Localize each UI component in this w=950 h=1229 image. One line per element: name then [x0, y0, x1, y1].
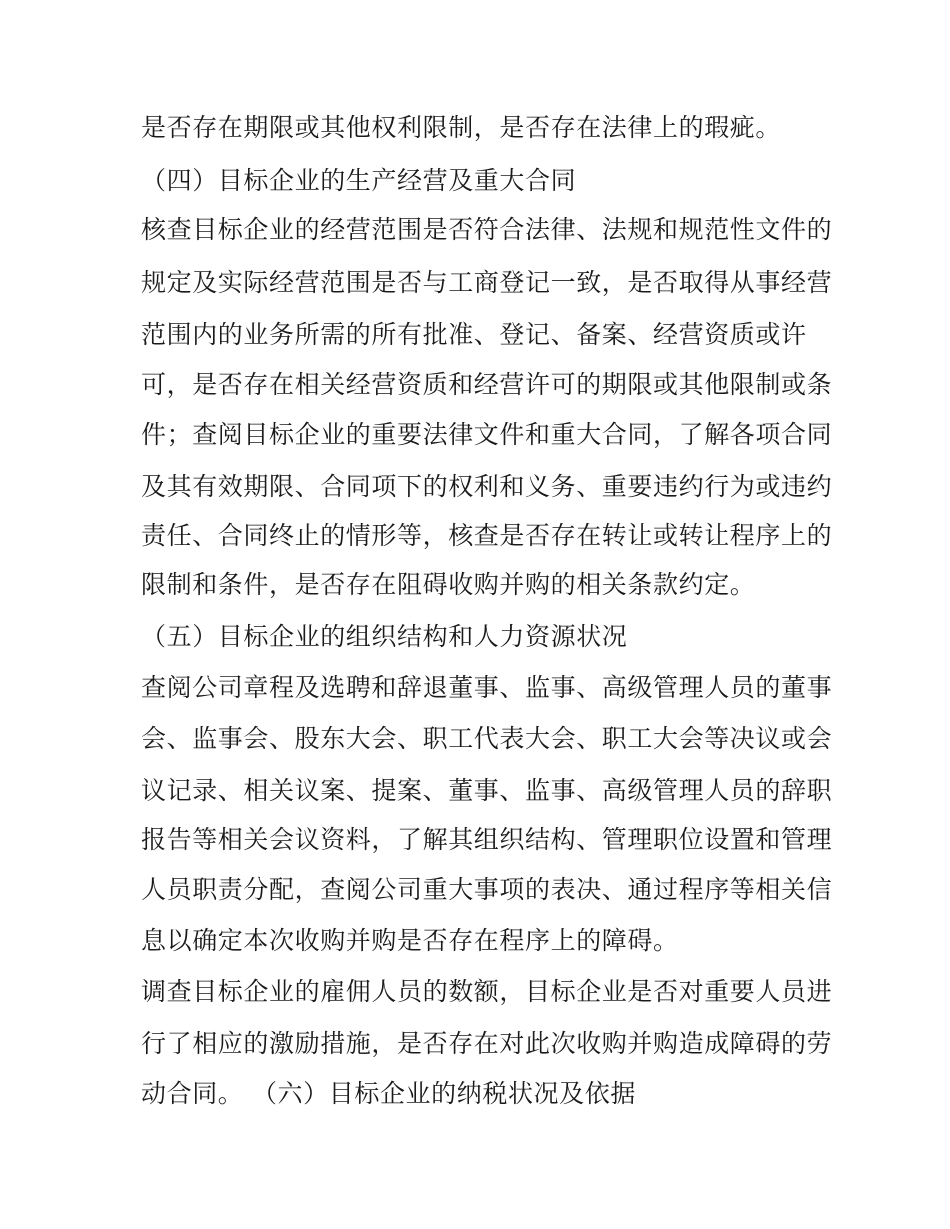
text-line: 查阅公司章程及选聘和辞退董事、监事、高级管理人员的董事: [141, 673, 833, 702]
text-line: 范围内的业务所需的所有批准、登记、备案、经营资质或许: [141, 320, 807, 349]
text-line: 规定及实际经营范围是否与工商登记一致，是否取得从事经营: [141, 268, 833, 297]
text-line: 限制和条件，是否存在阻碍收购并购的相关条款约定。: [141, 570, 756, 599]
text-line: 议记录、相关议案、提案、董事、监事、高级管理人员的辞职: [141, 776, 833, 805]
text-line: 动合同。 （六）目标企业的纳税状况及依据: [141, 1079, 636, 1108]
text-line: 件；查阅目标企业的重要法律文件和重大合同，了解各项合同: [141, 420, 833, 449]
text-line: 及其有效期限、合同项下的权利和义务、重要违约行为或违约: [141, 472, 833, 501]
text-line: 行了相应的激励措施，是否存在对此次收购并购造成障碍的劳: [141, 1029, 833, 1058]
section-heading-5: （五）目标企业的组织结构和人力资源状况: [141, 622, 628, 651]
text-line: 人员职责分配，查阅公司重大事项的表决、通过程序等相关信: [141, 875, 833, 904]
text-line: 报告等相关会议资料，了解其组织结构、管理职位设置和管理: [141, 825, 833, 854]
text-line: 核查目标企业的经营范围是否符合法律、法规和规范性文件的: [141, 215, 833, 244]
text-line: 会、监事会、股东大会、职工代表大会、职工大会等决议或会: [141, 724, 833, 753]
text-line: 是否存在期限或其他权利限制，是否存在法律上的瑕疵。: [141, 113, 782, 142]
text-line: 调查目标企业的雇佣人员的数额，目标企业是否对重要人员进: [141, 977, 833, 1006]
text-line: 息以确定本次收购并购是否存在程序上的障碍。: [141, 926, 679, 955]
section-heading-4: （四）目标企业的生产经营及重大合同: [141, 166, 577, 195]
text-line: 责任、合同终止的情形等，核查是否存在转让或转让程序上的: [141, 521, 833, 550]
text-line: 可，是否存在相关经营资质和经营许可的期限或其他限制或条: [141, 370, 833, 399]
